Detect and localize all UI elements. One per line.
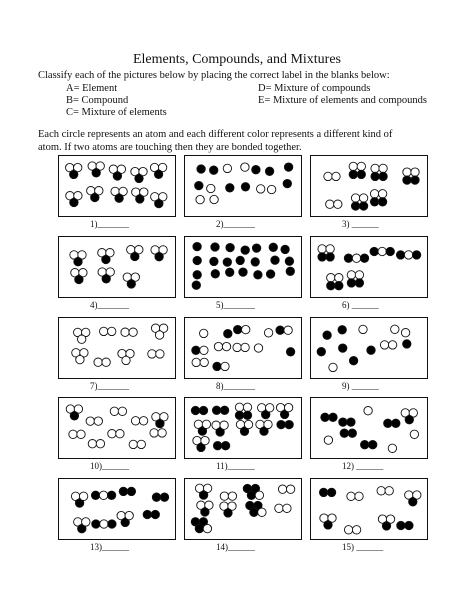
dark-atom bbox=[329, 413, 337, 421]
light-atom bbox=[364, 407, 372, 415]
key-element: A= Element bbox=[66, 83, 118, 94]
light-atom bbox=[257, 185, 265, 193]
dark-atom bbox=[412, 251, 420, 259]
dark-atom bbox=[318, 253, 326, 261]
dark-atom bbox=[369, 441, 377, 449]
worksheet-title: Elements, Compounds, and Mixtures bbox=[132, 52, 342, 67]
atom-note-line-1: Each circle represents an atom and each different color represents a different kind of bbox=[38, 129, 393, 140]
dark-atom bbox=[113, 172, 121, 180]
dark-atom bbox=[241, 183, 249, 191]
dark-atom bbox=[379, 172, 387, 180]
dark-atom bbox=[323, 331, 331, 339]
picture-box-14 bbox=[184, 478, 302, 540]
picture-box-8 bbox=[184, 317, 302, 379]
dark-atom bbox=[321, 413, 329, 421]
dark-atom bbox=[347, 279, 355, 287]
dark-atom bbox=[339, 418, 347, 426]
dark-atom bbox=[276, 326, 284, 334]
dark-atom bbox=[351, 202, 359, 210]
light-atom bbox=[378, 190, 386, 198]
dark-atom bbox=[339, 344, 347, 352]
light-atom bbox=[378, 247, 386, 255]
light-atom bbox=[139, 417, 147, 425]
dark-atom bbox=[151, 510, 159, 518]
dark-atom bbox=[127, 280, 135, 288]
light-atom bbox=[284, 326, 292, 334]
light-atom bbox=[385, 487, 393, 495]
dark-atom bbox=[252, 166, 260, 174]
light-atom bbox=[379, 164, 387, 172]
dark-atom bbox=[324, 521, 332, 529]
light-atom bbox=[327, 274, 335, 282]
atom-diagram-8 bbox=[185, 318, 301, 378]
light-atom bbox=[241, 343, 249, 351]
answer-blank-4[interactable]: 4)_______ bbox=[90, 300, 129, 310]
light-atom bbox=[359, 194, 367, 202]
dark-atom bbox=[235, 411, 243, 419]
dark-atom bbox=[405, 416, 413, 424]
light-atom bbox=[155, 331, 163, 339]
atom-diagram-13 bbox=[59, 479, 175, 539]
light-atom bbox=[203, 524, 211, 532]
dark-atom bbox=[266, 270, 274, 278]
dark-atom bbox=[91, 491, 99, 499]
dark-atom bbox=[396, 251, 404, 259]
light-atom bbox=[88, 440, 96, 448]
light-atom bbox=[201, 436, 209, 444]
light-atom bbox=[266, 404, 274, 412]
picture-box-2 bbox=[184, 155, 302, 217]
picture-box-13 bbox=[58, 478, 176, 540]
light-atom bbox=[131, 417, 139, 425]
light-atom bbox=[377, 487, 385, 495]
answer-blank-11[interactable]: 11)______ bbox=[216, 461, 255, 471]
answer-blank-14[interactable]: 14)______ bbox=[216, 542, 255, 552]
light-atom bbox=[76, 355, 84, 363]
dark-atom bbox=[348, 429, 356, 437]
atom-note bbox=[38, 128, 458, 154]
dark-atom bbox=[192, 281, 200, 289]
dark-atom bbox=[191, 406, 199, 414]
dark-atom bbox=[357, 170, 365, 178]
light-atom bbox=[96, 440, 104, 448]
atom-diagram-9 bbox=[311, 318, 427, 378]
picture-box-4 bbox=[58, 236, 176, 298]
light-atom bbox=[192, 358, 200, 366]
dark-atom bbox=[70, 412, 78, 420]
light-atom bbox=[332, 172, 340, 180]
light-atom bbox=[233, 343, 241, 351]
light-atom bbox=[403, 168, 411, 176]
light-atom bbox=[235, 403, 243, 411]
light-atom bbox=[82, 518, 90, 526]
key-mixture-of-elements: C= Mixture of elements bbox=[66, 107, 167, 118]
dark-atom bbox=[221, 442, 229, 450]
light-atom bbox=[69, 430, 77, 438]
light-atom bbox=[202, 420, 210, 428]
dark-atom bbox=[347, 418, 355, 426]
atom-diagram-3 bbox=[311, 156, 427, 216]
light-atom bbox=[118, 407, 126, 415]
dark-atom bbox=[199, 491, 207, 499]
picture-box-7 bbox=[58, 317, 176, 379]
dark-atom bbox=[160, 493, 168, 501]
atom-diagram-15 bbox=[311, 479, 427, 539]
light-atom bbox=[137, 440, 145, 448]
dark-atom bbox=[74, 258, 82, 266]
dark-atom bbox=[359, 202, 367, 210]
light-atom bbox=[79, 492, 87, 500]
dark-atom bbox=[210, 166, 218, 174]
dark-atom bbox=[226, 243, 234, 251]
atom-diagram-6 bbox=[311, 237, 427, 297]
dark-atom bbox=[135, 174, 143, 182]
light-atom bbox=[243, 403, 251, 411]
dark-atom bbox=[371, 172, 379, 180]
light-atom bbox=[335, 274, 343, 282]
dark-atom bbox=[193, 256, 201, 264]
dark-atom bbox=[378, 198, 386, 206]
instructions: Classify each of the pictures below by placing the correct label in the blanks below: bbox=[38, 70, 390, 81]
atom-diagram-12 bbox=[311, 398, 427, 458]
answer-blank-7[interactable]: 7)_______ bbox=[90, 381, 129, 391]
light-atom bbox=[357, 162, 365, 170]
light-atom bbox=[223, 164, 231, 172]
dark-atom bbox=[392, 419, 400, 427]
picture-box-9 bbox=[310, 317, 428, 379]
dark-atom bbox=[119, 487, 127, 495]
dark-atom bbox=[285, 420, 293, 428]
answer-blank-10[interactable]: 10)______ bbox=[90, 461, 129, 471]
dark-atom bbox=[317, 348, 325, 356]
light-atom bbox=[129, 328, 137, 336]
dark-atom bbox=[199, 406, 207, 414]
light-atom bbox=[380, 341, 388, 349]
dark-atom bbox=[384, 419, 392, 427]
light-atom bbox=[242, 325, 250, 333]
dark-atom bbox=[405, 521, 413, 529]
light-atom bbox=[228, 492, 236, 500]
dark-atom bbox=[403, 176, 411, 184]
light-atom bbox=[326, 200, 334, 208]
light-atom bbox=[78, 335, 86, 343]
light-atom bbox=[326, 245, 334, 253]
dark-atom bbox=[154, 170, 162, 178]
light-atom bbox=[196, 195, 204, 203]
dark-atom bbox=[211, 243, 219, 251]
dark-atom bbox=[403, 340, 411, 348]
light-atom bbox=[329, 363, 337, 371]
dark-atom bbox=[107, 491, 115, 499]
dark-atom bbox=[195, 524, 203, 532]
dark-atom bbox=[370, 247, 378, 255]
light-atom bbox=[220, 492, 228, 500]
light-atom bbox=[349, 162, 357, 170]
light-atom bbox=[286, 485, 294, 493]
light-atom bbox=[359, 325, 367, 333]
answer-blank-1[interactable]: 1)_______ bbox=[90, 219, 129, 229]
dark-atom bbox=[349, 357, 357, 365]
atom-diagram-4 bbox=[59, 237, 175, 297]
light-atom bbox=[410, 430, 418, 438]
dark-atom bbox=[143, 510, 151, 518]
light-atom bbox=[77, 430, 85, 438]
answer-blank-15[interactable]: 15) ______ bbox=[342, 542, 384, 552]
dark-atom bbox=[210, 257, 218, 265]
dark-atom bbox=[247, 491, 255, 499]
light-atom bbox=[207, 184, 215, 192]
picture-box-6 bbox=[310, 236, 428, 298]
dark-atom bbox=[251, 258, 259, 266]
picture-box-12 bbox=[310, 397, 428, 459]
atom-diagram-14 bbox=[185, 479, 301, 539]
dark-atom bbox=[284, 163, 292, 171]
light-atom bbox=[352, 254, 360, 262]
light-atom bbox=[255, 491, 263, 499]
dark-atom bbox=[131, 252, 139, 260]
light-atom bbox=[352, 526, 360, 534]
light-atom bbox=[275, 504, 283, 512]
dark-atom bbox=[70, 170, 78, 178]
light-atom bbox=[121, 328, 129, 336]
light-atom bbox=[401, 329, 409, 337]
answer-blank-12[interactable]: 12) ______ bbox=[342, 461, 384, 471]
dark-atom bbox=[193, 242, 201, 250]
light-atom bbox=[391, 325, 399, 333]
light-atom bbox=[158, 429, 166, 437]
light-atom bbox=[86, 417, 94, 425]
light-atom bbox=[388, 444, 396, 452]
light-atom bbox=[404, 251, 412, 259]
light-atom bbox=[324, 436, 332, 444]
picture-box-15 bbox=[310, 478, 428, 540]
atom-diagram-11 bbox=[185, 398, 301, 458]
light-atom bbox=[264, 329, 272, 337]
dark-atom bbox=[286, 348, 294, 356]
dark-atom bbox=[349, 170, 357, 178]
answer-blank-8[interactable]: 8)_______ bbox=[216, 381, 255, 391]
answer-blank-9[interactable]: 9) ______ bbox=[342, 381, 379, 391]
dark-atom bbox=[108, 520, 116, 528]
picture-box-5 bbox=[184, 236, 302, 298]
dark-atom bbox=[197, 165, 205, 173]
dark-atom bbox=[319, 488, 327, 496]
light-atom bbox=[200, 346, 208, 354]
light-atom bbox=[355, 271, 363, 279]
dark-atom bbox=[92, 169, 100, 177]
light-atom bbox=[150, 429, 158, 437]
light-atom bbox=[110, 407, 118, 415]
dark-atom bbox=[340, 429, 348, 437]
dark-atom bbox=[367, 346, 375, 354]
dark-atom bbox=[195, 181, 203, 189]
dark-atom bbox=[271, 256, 279, 264]
dark-atom bbox=[335, 282, 343, 290]
dark-atom bbox=[285, 257, 293, 265]
atom-diagram-1 bbox=[59, 156, 175, 216]
answer-blank-13[interactable]: 13)______ bbox=[90, 542, 129, 552]
dark-atom bbox=[102, 255, 110, 263]
light-atom bbox=[258, 508, 266, 516]
dark-atom bbox=[223, 258, 231, 266]
picture-box-10 bbox=[58, 397, 176, 459]
dark-atom bbox=[201, 508, 209, 516]
picture-box-3 bbox=[310, 155, 428, 217]
dark-atom bbox=[224, 509, 232, 517]
light-atom bbox=[283, 504, 291, 512]
dark-atom bbox=[265, 167, 273, 175]
dark-atom bbox=[226, 184, 234, 192]
light-atom bbox=[100, 520, 108, 528]
answer-blank-6[interactable]: 6) ______ bbox=[342, 300, 379, 310]
dark-atom bbox=[281, 245, 289, 253]
dark-atom bbox=[327, 282, 335, 290]
dark-atom bbox=[152, 493, 160, 501]
dark-atom bbox=[70, 198, 78, 206]
dark-atom bbox=[213, 362, 221, 370]
light-atom bbox=[388, 341, 396, 349]
light-atom bbox=[244, 420, 252, 428]
dark-atom bbox=[212, 406, 220, 414]
dark-atom bbox=[386, 247, 394, 255]
dark-atom bbox=[283, 179, 291, 187]
light-atom bbox=[267, 185, 275, 193]
dark-atom bbox=[243, 411, 251, 419]
dark-atom bbox=[213, 442, 221, 450]
light-atom bbox=[264, 420, 272, 428]
dark-atom bbox=[155, 199, 163, 207]
light-atom bbox=[370, 190, 378, 198]
dark-atom bbox=[224, 330, 232, 338]
answer-blank-3[interactable]: 3) ______ bbox=[342, 219, 379, 229]
light-atom bbox=[102, 358, 110, 366]
dark-atom bbox=[361, 441, 369, 449]
dark-atom bbox=[344, 254, 352, 262]
atom-note-line-2: atom. If two atoms are touching then they are bonded together. bbox=[38, 142, 302, 153]
dark-atom bbox=[355, 279, 363, 287]
light-atom bbox=[100, 327, 108, 335]
dark-atom bbox=[327, 488, 335, 496]
dark-atom bbox=[338, 326, 346, 334]
light-atom bbox=[156, 350, 164, 358]
atom-diagram-2 bbox=[185, 156, 301, 216]
dark-atom bbox=[220, 406, 228, 414]
light-atom bbox=[94, 358, 102, 366]
light-atom bbox=[351, 194, 359, 202]
dark-atom bbox=[226, 268, 234, 276]
key-mixture-of-compounds: D= Mixture of compounds bbox=[258, 83, 371, 94]
dark-atom bbox=[370, 198, 378, 206]
light-atom bbox=[371, 164, 379, 172]
light-atom bbox=[108, 327, 116, 335]
dark-atom bbox=[250, 508, 258, 516]
dark-atom bbox=[155, 253, 163, 261]
dark-atom bbox=[286, 267, 294, 275]
dark-atom bbox=[254, 271, 262, 279]
dark-atom bbox=[91, 193, 99, 201]
dark-atom bbox=[102, 275, 110, 283]
light-atom bbox=[347, 271, 355, 279]
light-atom bbox=[200, 329, 208, 337]
light-atom bbox=[200, 358, 208, 366]
dark-atom bbox=[115, 194, 123, 202]
light-atom bbox=[222, 342, 230, 350]
light-atom bbox=[318, 245, 326, 253]
dark-atom bbox=[252, 244, 260, 252]
dark-atom bbox=[193, 271, 201, 279]
light-atom bbox=[334, 200, 342, 208]
light-atom bbox=[221, 362, 229, 370]
dark-atom bbox=[136, 195, 144, 203]
dark-atom bbox=[326, 253, 334, 261]
dark-atom bbox=[397, 521, 405, 529]
dark-atom bbox=[192, 346, 200, 354]
light-atom bbox=[116, 430, 124, 438]
light-atom bbox=[122, 356, 130, 364]
dark-atom bbox=[127, 487, 135, 495]
answer-blank-2[interactable]: 2)_______ bbox=[216, 219, 255, 229]
light-atom bbox=[278, 485, 286, 493]
picture-box-1 bbox=[58, 155, 176, 217]
dark-atom bbox=[409, 498, 417, 506]
atom-diagram-10 bbox=[59, 398, 175, 458]
light-atom bbox=[411, 168, 419, 176]
dark-atom bbox=[277, 420, 285, 428]
light-atom bbox=[99, 491, 107, 499]
light-atom bbox=[347, 492, 355, 500]
dark-atom bbox=[236, 256, 244, 264]
answer-blank-5[interactable]: 5)_______ bbox=[216, 300, 255, 310]
dark-atom bbox=[411, 176, 419, 184]
atom-diagram-7 bbox=[59, 318, 175, 378]
light-atom bbox=[241, 163, 249, 171]
light-atom bbox=[214, 342, 222, 350]
light-atom bbox=[108, 430, 116, 438]
light-atom bbox=[344, 526, 352, 534]
light-atom bbox=[125, 511, 133, 519]
key-compound: B= Compound bbox=[66, 95, 129, 106]
dark-atom bbox=[156, 419, 164, 427]
light-atom bbox=[210, 195, 218, 203]
key-mixture-elements-compounds: E= Mixture of elements and compounds bbox=[258, 95, 427, 106]
dark-atom bbox=[234, 325, 242, 333]
dark-atom bbox=[211, 270, 219, 278]
light-atom bbox=[148, 350, 156, 358]
light-atom bbox=[254, 344, 262, 352]
dark-atom bbox=[241, 246, 249, 254]
dark-atom bbox=[239, 268, 247, 276]
light-atom bbox=[94, 417, 102, 425]
dark-atom bbox=[360, 254, 368, 262]
picture-box-11 bbox=[184, 397, 302, 459]
light-atom bbox=[324, 172, 332, 180]
dark-atom bbox=[382, 522, 390, 530]
dark-atom bbox=[75, 275, 83, 283]
dark-atom bbox=[269, 243, 277, 251]
dark-atom bbox=[92, 520, 100, 528]
light-atom bbox=[220, 421, 228, 429]
light-atom bbox=[355, 492, 363, 500]
atom-diagram-5 bbox=[185, 237, 301, 297]
light-atom bbox=[284, 403, 292, 411]
light-atom bbox=[129, 440, 137, 448]
